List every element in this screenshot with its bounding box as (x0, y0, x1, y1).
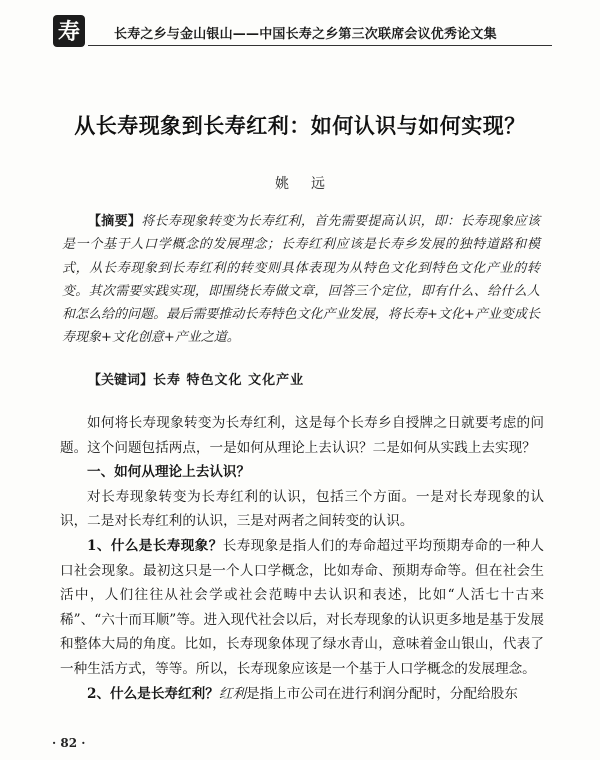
question-2-paragraph (60, 682, 544, 707)
question-1-paragraph (60, 534, 544, 682)
section-heading: 一、如何从理论上去认识？ (87, 464, 251, 481)
section-paragraph: 对长寿现象转变为长寿红利的认识，包括三个方面。一是对长寿现象的认识，二是对长寿红利的认识，三是对两者之间转变的认识。 (60, 488, 544, 530)
article-body (60, 411, 544, 706)
running-header (52, 14, 552, 48)
intro-paragraph: 如何将长寿现象转变为长寿红利，这是每个长寿乡自授牌之日就要考虑的问题。这个问题包括两点，一是如何从理论上去认识？二是如何从实践上去实现？ (60, 415, 544, 456)
running-header-title: 长寿之乡与金山银山——中国长寿之乡第三次联席会议优秀论文集 (114, 27, 497, 42)
collection-logo-icon (52, 14, 86, 48)
keywords-label: 【关键词】 (88, 373, 154, 388)
abstract-text: 将长寿现象转变为长寿红利，首先需要提高认识，即：长寿现象应该是一个基于人口学概念的发展理念；长寿红利应该是长寿乡发展的独特道路和模式，从长寿现象到长寿红利的转变则具体表现为从特色文化到特色文化产业的转变。其次需要实践实现，即围绕长寿做文章，回答三个定位，即有什么、给什么人和怎么给的问题。最后需要推动长寿特色文化产业发展，将长寿+文化+产业变成长寿现象+文化创意+产业之道。 (62, 214, 540, 346)
keywords (88, 369, 540, 388)
page-number: · 82 · (52, 736, 86, 750)
abstract (62, 210, 540, 350)
abstract-label: 【摘要】 (88, 214, 142, 229)
question-2-text: 是指上市公司在进行利润分配时，分配给股东 (246, 685, 518, 702)
question-1-text: 长寿现象是指人们的寿命超过平均预期寿命的一种人口社会现象。最初这只是一个人口学概念，比如寿命、预期寿命等。但在社会生活中，人们往往从社会学或社会范畴中去认识和表述，比如“人活七十古来稀”、“六十而耳顺”等。进入现代社会以后，对长寿现象的认识更多地是基于发展和整体大局的角度。比如，长寿现象体现了绿水青山，意味着金山银山，代表了一种生活方式，等等。所以，长寿现象应该是一个基于人口学概念的发展理念。 (60, 537, 544, 677)
question-2-term: 红利 (218, 685, 246, 702)
logo-glyph: 寿 (57, 19, 81, 45)
question-1-label: 1、什么是长寿现象？ (87, 537, 223, 554)
author-name: 姚远 (275, 176, 347, 192)
keywords-value: 长寿 特色文化 文化产业 (153, 373, 305, 388)
header-divider (88, 45, 552, 46)
question-2-label: 2、什么是长寿红利？ (87, 685, 219, 702)
article-title: 从长寿现象到长寿红利：如何认识与如何实现？ (74, 113, 526, 138)
